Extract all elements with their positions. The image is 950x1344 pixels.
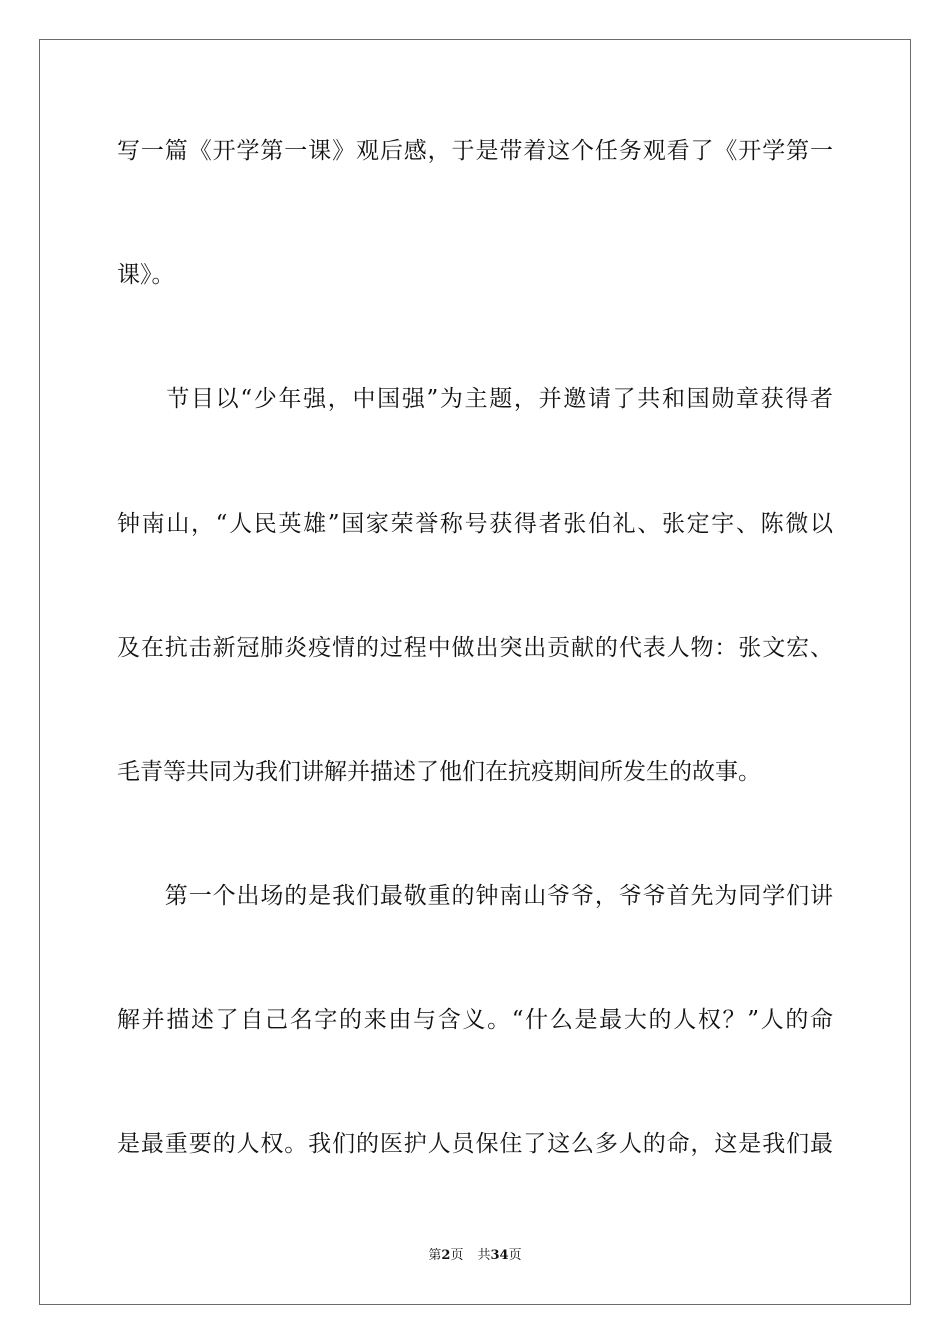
page-number: 2 — [441, 1248, 451, 1263]
total-pages: 34 — [490, 1248, 509, 1263]
body-line-3: 节目以“少年强，中国强”为主题，并邀请了共和国勋章获得者 — [117, 386, 833, 412]
page-border — [39, 39, 911, 1305]
body-line-8: 解并描述了自己名字的来由与含义。“什么是最大的人权？”人的命 — [117, 1007, 833, 1033]
total-suffix: 页 — [508, 1248, 522, 1263]
body-line-2: 课》。 — [117, 262, 175, 288]
page-footer — [0, 1246, 950, 1266]
body-line-7: 第一个出场的是我们最敬重的钟南山爷爷，爷爷首先为同学们讲 — [117, 883, 833, 909]
body-line-1: 写一篇《开学第一课》观后感，于是带着这个任务观看了《开学第一 — [117, 138, 833, 164]
body-line-5: 及在抗击新冠肺炎疫情的过程中做出突出贡献的代表人物：张文宏、 — [117, 635, 833, 661]
total-prefix: 共 — [477, 1248, 491, 1263]
page-suffix: 页 — [450, 1248, 464, 1263]
page-prefix: 第 — [428, 1248, 442, 1263]
body-line-6: 毛青等共同为我们讲解并描述了他们在抗疫期间所发生的故事。 — [117, 759, 761, 785]
body-line-9: 是最重要的人权。我们的医护人员保住了这么多人的命，这是我们最 — [117, 1131, 833, 1157]
body-line-4: 钟南山，“人民英雄”国家荣誉称号获得者张伯礼、张定宇、陈微以 — [117, 511, 833, 537]
